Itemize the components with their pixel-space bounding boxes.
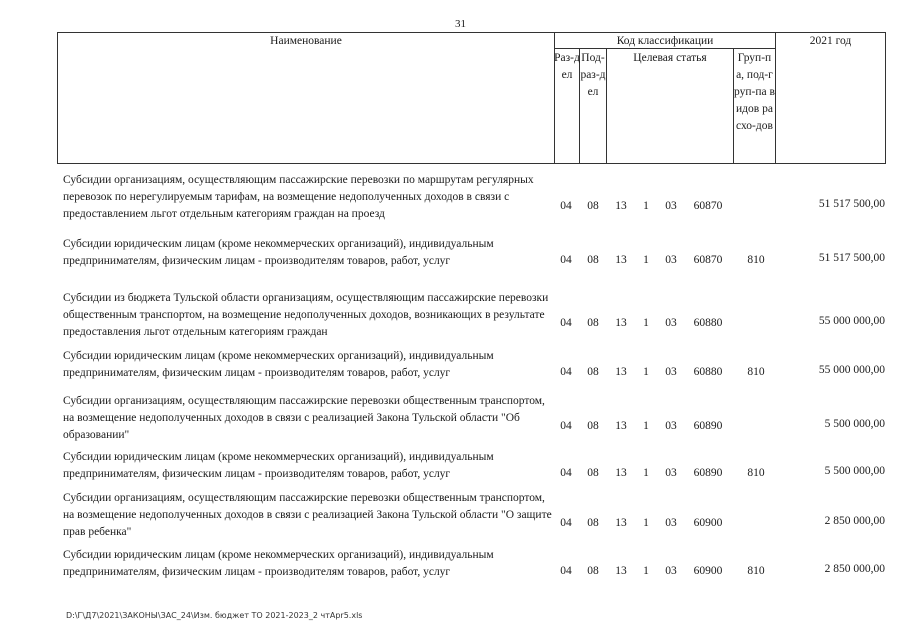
cell-target-main: 03 — [665, 317, 677, 329]
header-target: Целевая статья — [633, 52, 707, 64]
cell-podrazdel: 08 — [587, 467, 599, 479]
table-row — [0, 393, 905, 445]
cell-target-main: 03 — [665, 467, 677, 479]
cell-razdel: 04 — [560, 467, 572, 479]
cell-target-main: 03 — [665, 254, 677, 266]
header-group: Груп-па, под-груп-па видов расхо-дов — [734, 52, 775, 132]
table-row — [0, 449, 905, 483]
header-podrazdel: Под-раз-дел — [580, 52, 606, 98]
cell-target-program: 13 — [615, 467, 627, 479]
row-amount: 55 000 000,00 — [818, 364, 885, 376]
cell-razdel: 04 — [560, 366, 572, 378]
cell-target-program: 13 — [615, 517, 627, 529]
row-name: Субсидии из бюджета Тульской области организациям, осуществляющим пассажирские перевозки общественным транспортом, на возмещение недополученных доходов, возникающих в результате предоставления льгот отдельным категориям граждан — [63, 292, 549, 338]
cell-target-main: 03 — [665, 366, 677, 378]
cell-razdel: 04 — [560, 420, 572, 432]
cell-target-program: 13 — [615, 420, 627, 432]
cell-target-sub: 1 — [643, 317, 649, 329]
cell-target-direction: 60890 — [693, 420, 723, 432]
header-right-border — [885, 32, 886, 164]
cell-razdel: 04 — [560, 317, 572, 329]
header-bottom-border — [57, 163, 886, 164]
cell-podrazdel: 08 — [587, 317, 599, 329]
cell-target-direction: 60870 — [693, 254, 723, 266]
cell-target-direction: 60900 — [693, 517, 723, 529]
table-row — [0, 236, 905, 270]
cell-expense-group: 810 — [747, 254, 765, 266]
cell-target-sub: 1 — [643, 254, 649, 266]
cell-target-sub: 1 — [643, 517, 649, 529]
table-row — [0, 172, 905, 226]
cell-razdel: 04 — [560, 517, 572, 529]
row-name: Субсидии юридическим лицам (кроме некоммерческих организаций), индивидуальным предпринимателям, физическим лицам - производителям товаров, работ, услуг — [63, 451, 494, 480]
cell-target-program: 13 — [615, 254, 627, 266]
cell-target-direction: 60880 — [693, 317, 723, 329]
header-razdel: Раз-дел — [554, 52, 580, 81]
cell-target-main: 03 — [665, 200, 677, 212]
row-amount: 2 850 000,00 — [824, 563, 885, 575]
row-name: Субсидии организациям, осуществляющим пассажирские перевозки по маршрутам регулярных перевозок по нерегулируемым тарифам, на возмещение недополученных доходов в связи с предоставлением льгот отдельным категориям граждан на проезд — [63, 174, 534, 220]
cell-razdel: 04 — [560, 254, 572, 266]
row-amount: 5 500 000,00 — [824, 418, 885, 430]
row-name: Субсидии юридическим лицам (кроме некоммерческих организаций), индивидуальным предпринимателям, физическим лицам - производителям товаров, работ, услуг — [63, 549, 494, 578]
header-year: 2021 год — [809, 35, 852, 47]
cell-target-sub: 1 — [643, 420, 649, 432]
file-path-footer: D:\Г\Д7\2021\ЗАКОНЫ\ЗАС_24\Изм. бюджет ТО 2021-2023_2 чтApr5.xls — [66, 611, 363, 620]
cell-expense-group: 810 — [747, 565, 765, 577]
header-divider-group — [775, 32, 776, 164]
cell-target-program: 13 — [615, 366, 627, 378]
cell-razdel: 04 — [560, 200, 572, 212]
row-amount: 55 000 000,00 — [818, 315, 885, 327]
cell-target-program: 13 — [615, 200, 627, 212]
header-code-group: Код классификации — [616, 35, 714, 47]
cell-expense-group: 810 — [747, 467, 765, 479]
cell-target-direction: 60890 — [693, 467, 723, 479]
cell-target-main: 03 — [665, 517, 677, 529]
table-row — [0, 290, 905, 342]
cell-target-main: 03 — [665, 420, 677, 432]
row-name: Субсидии организациям, осуществляющим пассажирские перевозки общественным транспортом, на возмещение недополученных доходов в связи с реализацией Закона Тульской области "Об образовании" — [63, 395, 545, 441]
cell-target-program: 13 — [615, 317, 627, 329]
cell-target-program: 13 — [615, 565, 627, 577]
cell-razdel: 04 — [560, 565, 572, 577]
cell-podrazdel: 08 — [587, 565, 599, 577]
row-amount: 5 500 000,00 — [824, 465, 885, 477]
table-row — [0, 348, 905, 382]
cell-target-direction: 60900 — [693, 565, 723, 577]
cell-target-sub: 1 — [643, 200, 649, 212]
cell-target-sub: 1 — [643, 366, 649, 378]
row-amount: 2 850 000,00 — [824, 515, 885, 527]
header-name: Наименование — [270, 35, 342, 47]
row-amount: 51 517 500,00 — [818, 252, 885, 264]
row-amount: 51 517 500,00 — [818, 198, 885, 210]
cell-target-main: 03 — [665, 565, 677, 577]
row-name: Субсидии организациям, осуществляющим пассажирские перевозки общественным транспортом, на возмещение недополученных доходов в связи с реализацией Закона Тульской области "О защите прав ребенка" — [63, 492, 552, 538]
cell-podrazdel: 08 — [587, 200, 599, 212]
row-name: Субсидии юридическим лицам (кроме некоммерческих организаций), индивидуальным предпринимателям, физическим лицам - производителям товаров, работ, услуг — [63, 350, 494, 379]
page-number: 31 — [455, 18, 466, 30]
cell-podrazdel: 08 — [587, 254, 599, 266]
header-left-border — [57, 32, 58, 164]
cell-target-direction: 60870 — [693, 200, 723, 212]
table-row — [0, 547, 905, 581]
cell-expense-group: 810 — [747, 366, 765, 378]
cell-target-sub: 1 — [643, 467, 649, 479]
cell-target-sub: 1 — [643, 565, 649, 577]
cell-podrazdel: 08 — [587, 366, 599, 378]
cell-podrazdel: 08 — [587, 517, 599, 529]
cell-podrazdel: 08 — [587, 420, 599, 432]
row-name: Субсидии юридическим лицам (кроме некоммерческих организаций), индивидуальным предпринимателям, физическим лицам - производителям товаров, работ, услуг — [63, 238, 494, 267]
cell-target-direction: 60880 — [693, 366, 723, 378]
table-row — [0, 490, 905, 542]
